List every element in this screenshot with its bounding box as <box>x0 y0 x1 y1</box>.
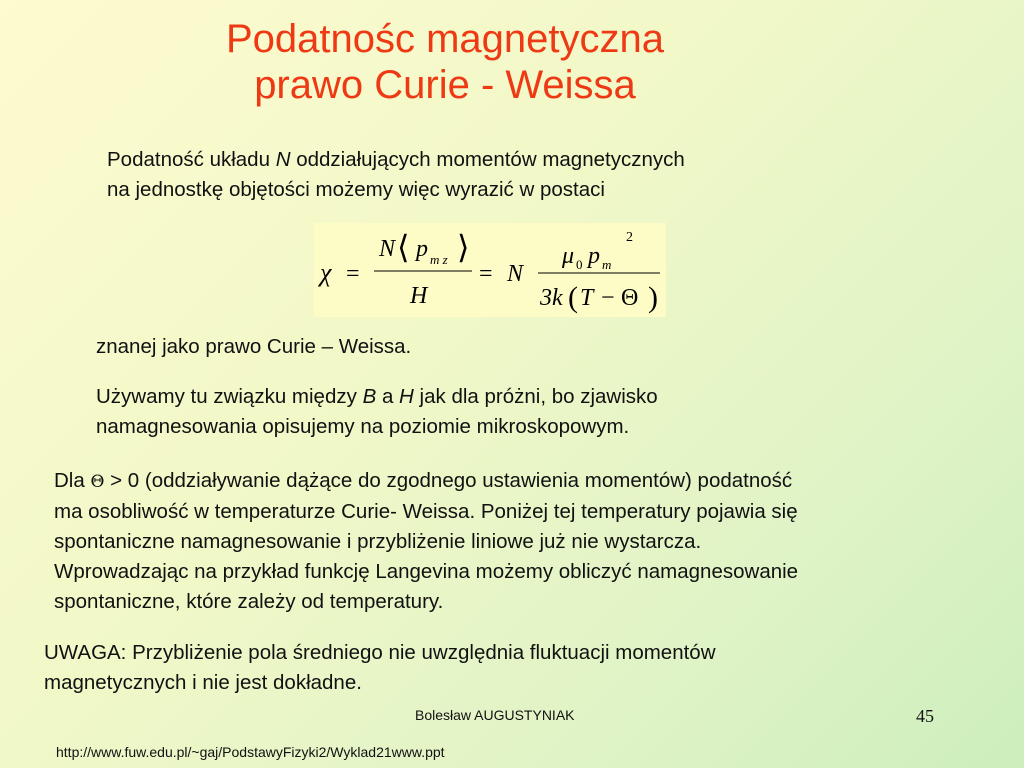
theta-line-3: spontaniczne namagnesowanie i przybliżenie liniowe już nie wystarcza. <box>54 530 702 553</box>
formula-rparen: ) <box>648 281 658 314</box>
formula-minus: − <box>601 285 615 311</box>
formula-eq-2: = <box>479 261 493 287</box>
formula-3k: 3k <box>540 285 563 311</box>
formula-n-1: N <box>379 236 396 262</box>
formula-rangle: ⟩ <box>457 229 470 265</box>
curie-weiss-formula <box>314 223 666 317</box>
intro-text-2: oddziałujących momentów magnetycznych <box>290 148 685 171</box>
theta-line-5: spontaniczne, które zależy od temperatury. <box>54 590 444 613</box>
relation-paragraph <box>96 382 658 442</box>
theta-symbol: Θ <box>90 472 105 492</box>
formula-sub-m: m <box>602 257 612 272</box>
relation-text-2: a <box>376 385 400 408</box>
var-n: N <box>275 148 291 171</box>
formula-theta: Θ <box>621 285 639 311</box>
formula-chi: χ <box>320 258 332 287</box>
footer-author: Bolesław AUGUSTYNIAK <box>415 707 575 723</box>
formula-eq-1: = <box>346 261 360 287</box>
note-paragraph <box>44 638 716 698</box>
intro-paragraph <box>107 145 685 205</box>
note-line-1: UWAGA: Przybliżenie pola średniego nie uwzględnia fluktuacji momentów <box>44 641 716 664</box>
formula-p-2: p <box>588 243 600 269</box>
relation-text-1: Używamy tu związku między <box>96 385 363 408</box>
intro-text-1: Podatność układu <box>107 148 276 171</box>
known-as-text: znanej jako prawo Curie – Weissa. <box>96 335 412 358</box>
theta-paragraph <box>54 466 798 617</box>
formula-lparen: ( <box>568 281 578 314</box>
formula-p-1: p <box>416 236 428 262</box>
relation-line-2: namagnesowania opisujemy na poziomie mikroskopowym. <box>96 415 630 438</box>
formula-langle: ⟨ <box>397 229 410 265</box>
relation-line-1 <box>96 382 658 412</box>
source-url: http://www.fuw.edu.pl/~gaj/PodstawyFizyki2/Wyklad21www.ppt <box>56 744 445 760</box>
intro-line-2: na jednostkę objętości możemy więc wyrazić w postaci <box>107 178 605 201</box>
slide-title-line-2: prawo Curie - Weissa <box>254 63 636 107</box>
note-line-2: magnetycznych i nie jest dokładne. <box>44 671 362 694</box>
theta-line-4: Wprowadzając na przykład funkcję Langevina możemy obliczyć namagnesowanie <box>54 560 799 583</box>
formula-h: H <box>410 283 428 309</box>
page-number: 45 <box>916 706 934 726</box>
formula-t: T <box>580 285 594 311</box>
slide-title-line-1: Podatnośc magnetyczna <box>225 17 665 61</box>
slide-title <box>0 16 890 108</box>
var-h: H <box>399 385 414 408</box>
formula-mu: μ <box>562 243 575 269</box>
var-b: B <box>362 385 377 408</box>
theta-line-2: ma osobliwość w temperaturze Curie- Weissa. Poniżej tej temperatury pojawia się <box>54 500 798 523</box>
theta-rest: > 0 (oddziaływanie dążące do zgodnego ustawienia momentów) podatność <box>104 469 793 492</box>
formula-n-2: N <box>507 261 524 287</box>
theta-line-1 <box>54 466 798 497</box>
formula-sub-mz: m z <box>430 252 448 267</box>
formula-sup-2: 2 <box>626 230 633 245</box>
theta-prefix: Dla <box>54 469 91 492</box>
intro-line-1 <box>107 145 685 175</box>
relation-text-3: jak dla próżni, bo zjawisko <box>413 385 658 408</box>
formula-sub-0: 0 <box>576 257 583 272</box>
